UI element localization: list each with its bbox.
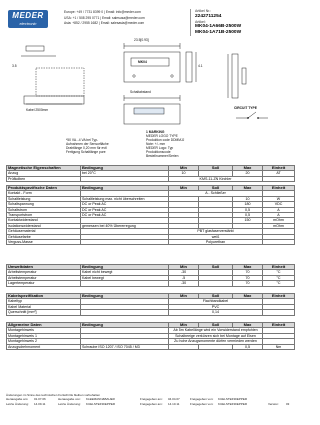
row-label: Anzug bbox=[7, 171, 81, 176]
environment-table bbox=[6, 264, 295, 287]
col-soll: Soll bbox=[199, 294, 233, 299]
col-bedingung: Bedingung bbox=[81, 186, 169, 191]
col-einheit: Einheit bbox=[263, 294, 295, 299]
col-einheit: Einheit bbox=[263, 323, 295, 328]
row-label: Kabeltyp bbox=[7, 299, 81, 304]
row-condition: Kabel bewegt bbox=[81, 275, 169, 280]
article-name-2: MK04-1A71B-2500W bbox=[195, 30, 242, 35]
row-condition: DC or Peak AC bbox=[81, 207, 169, 212]
dimension-side: 4.1 bbox=[198, 64, 203, 68]
row-min: 10 bbox=[169, 171, 199, 176]
header bbox=[6, 8, 294, 34]
row-condition bbox=[81, 240, 169, 245]
row-label: Schaltstrom bbox=[7, 207, 81, 212]
row-max: 180 bbox=[233, 202, 263, 207]
changed-by: KUELSTEINDEPPER bbox=[86, 401, 116, 406]
row-label: Montagehinweis 1 bbox=[7, 333, 81, 338]
magnetic-table bbox=[6, 165, 295, 182]
row-label: Kabel Material bbox=[7, 304, 81, 309]
pcb-note-3: Drahtlänge 0,20 mm für evtl bbox=[66, 146, 107, 150]
logo-line-1: MEDER bbox=[12, 11, 44, 20]
row-value: Flachbandkabel bbox=[169, 299, 263, 304]
issued-date: 01.07.06 bbox=[34, 397, 46, 401]
row-unit: A bbox=[263, 207, 295, 212]
approved-date: 04.04.07 bbox=[168, 397, 180, 401]
pcb-note-1: *50 VA...4 VA bei Typ- bbox=[66, 138, 99, 142]
dimension-left: 3.5 bbox=[12, 64, 17, 68]
row-label: Isolationswiderstand bbox=[7, 223, 81, 228]
row-unit: AT bbox=[263, 171, 295, 176]
row-condition: Kabel nicht bewegt bbox=[81, 270, 169, 275]
col-min: Min bbox=[169, 166, 199, 171]
row-condition: gemessen bei 40% Übererregung bbox=[81, 223, 169, 228]
row-min bbox=[169, 344, 199, 349]
row-value: Polyurethan bbox=[169, 240, 263, 245]
cable-title: Kabelspezifikation bbox=[7, 294, 81, 299]
col-bedingung: Bedingung bbox=[81, 323, 169, 328]
footer-note: Änderungen im Sinne des technischen Fortschritts bleiben vorbehalten bbox=[6, 393, 101, 397]
row-condition bbox=[81, 176, 169, 181]
table-row bbox=[7, 310, 295, 315]
row-value: KMS-11-ZN Kirchler bbox=[169, 176, 263, 181]
contact-block bbox=[64, 10, 184, 27]
row-label: Anzugsdrehmoment bbox=[7, 344, 81, 349]
meder-logo bbox=[8, 10, 48, 28]
col-min: Min bbox=[169, 186, 199, 191]
row-label: Montagehinweis 2 bbox=[7, 339, 81, 344]
row-value: Schalbeeige verkürzen sich bei Montage auf Eisen bbox=[169, 333, 263, 338]
environment-title: Umweltdaten bbox=[7, 265, 81, 270]
row-label: Schaltleistung bbox=[7, 196, 81, 201]
row-max: 70 bbox=[233, 275, 263, 280]
logo-line-2: electronic bbox=[19, 21, 37, 26]
col-min: Min bbox=[169, 323, 199, 328]
row-condition: DC or Peak AC bbox=[81, 202, 169, 207]
row-unit: Nm bbox=[263, 344, 295, 349]
row-unit: W bbox=[263, 196, 295, 201]
pcb-note-2: Aufnahmen der Sensorfläche bbox=[66, 142, 109, 146]
changed-label: Letzte Änderung: bbox=[6, 401, 29, 406]
row-value: weiß bbox=[169, 234, 263, 239]
col-max: Max bbox=[233, 323, 263, 328]
contact-usa: USA: +1 / 508 295 0771 | Email: salesusa@meder.com bbox=[64, 15, 145, 20]
marking-1: 1 MARKING bbox=[146, 130, 165, 134]
col-max: Max bbox=[233, 265, 263, 270]
magnetic-title: Magnetische Eigenschaften bbox=[7, 166, 81, 171]
row-max: 20 bbox=[233, 171, 263, 176]
table-row bbox=[7, 176, 295, 181]
approved-by-label-2: Freigegeben von: bbox=[190, 401, 214, 406]
contact-asia: Asia: +852 / 2955 1682 | Email: salesasia@meder.com bbox=[64, 21, 145, 25]
article-block bbox=[190, 9, 294, 36]
row-label: Schaltspannung bbox=[7, 202, 81, 207]
row-label: Prüfkolben bbox=[7, 176, 81, 181]
technical-drawing bbox=[6, 38, 294, 163]
row-max: 0,5 bbox=[233, 213, 263, 218]
row-condition: Schraube ISO 1207 / ISO 7045 / M3 bbox=[81, 344, 169, 349]
row-value: 0,14 bbox=[169, 310, 263, 315]
row-min: -30 bbox=[169, 270, 199, 275]
marking-2: MEDER LOGO TYPE bbox=[146, 134, 178, 138]
row-value: Zu hohe Anzugsmomente dürfen vermieden werden bbox=[169, 339, 263, 344]
general-title: Allgemeine Daten bbox=[7, 323, 81, 328]
table-row bbox=[7, 281, 295, 286]
general-table bbox=[6, 322, 295, 350]
cable-table bbox=[6, 293, 295, 316]
row-max: 10 bbox=[233, 196, 263, 201]
col-soll: Soll bbox=[199, 186, 233, 191]
marking-3: Produktion code DDMMJJ bbox=[146, 138, 185, 142]
contact-europe: Europe: +49 / 7731 8399 0 | Email: info@meder.com bbox=[64, 10, 141, 14]
approved-label: Freigegeben am: bbox=[140, 397, 163, 401]
row-unit bbox=[263, 310, 295, 315]
row-unit: A bbox=[263, 213, 295, 218]
row-condition: DC or Peak AC bbox=[81, 213, 169, 218]
row-label: Transportstrom bbox=[7, 213, 81, 218]
col-einheit: Einheit bbox=[263, 186, 295, 191]
part-marking: MK04 bbox=[138, 60, 147, 64]
product-table bbox=[6, 185, 295, 245]
row-unit bbox=[263, 240, 295, 245]
dimension-top: 23.5[0.93] bbox=[134, 38, 149, 42]
col-soll: Soll bbox=[199, 265, 233, 270]
row-unit: mOhm bbox=[263, 218, 295, 223]
col-min: Min bbox=[169, 265, 199, 270]
row-value: Ab 5m Kabellänge wird ein Vorwiderstand empfohlen bbox=[169, 328, 263, 333]
row-condition: bei 20°C bbox=[81, 171, 169, 176]
row-label: Kontakt - Form bbox=[7, 191, 81, 196]
row-max: 0,5 bbox=[233, 344, 263, 349]
issued-by: KLEEMANN&BAUER bbox=[86, 397, 115, 401]
row-label: Lagertemperatur bbox=[7, 281, 81, 286]
wire-label: Kabel 2500mm bbox=[26, 108, 49, 112]
col-max: Max bbox=[233, 166, 263, 171]
row-soll bbox=[199, 344, 233, 349]
issued-label: Herausgabe am: bbox=[6, 397, 29, 401]
marking-7: Bestellnummer/Serien bbox=[146, 154, 179, 158]
row-label: Kontaktwiderstand bbox=[7, 218, 81, 223]
changed-date: 14.09.11 bbox=[34, 401, 46, 406]
col-max: Max bbox=[233, 294, 263, 299]
row-label: Montagehinweis bbox=[7, 328, 81, 333]
row-max: 0,5 bbox=[233, 207, 263, 212]
col-min: Min bbox=[169, 294, 199, 299]
approved-by-2: KUELSTEINDEPPER bbox=[218, 401, 248, 406]
article-label: Artikel: bbox=[195, 19, 206, 24]
row-unit: °C bbox=[263, 270, 295, 275]
issued-by-label: Herausgabe von: bbox=[58, 397, 81, 401]
approved-by-label: Freigegeben von: bbox=[190, 397, 214, 401]
row-min: -30 bbox=[169, 281, 199, 286]
row-soll bbox=[199, 281, 233, 286]
col-bedingung: Bedingung bbox=[81, 294, 169, 299]
row-label: Arbeitstemperatur bbox=[7, 270, 81, 275]
row-unit bbox=[263, 176, 295, 181]
col-bedingung: Bedingung bbox=[81, 265, 169, 270]
row-label: Verguss-Masse bbox=[7, 240, 81, 245]
row-value: PBT glasfaserverstärkt bbox=[169, 229, 263, 234]
version-value: 03 bbox=[286, 401, 290, 406]
row-condition bbox=[81, 310, 169, 315]
col-bedingung: Bedingung bbox=[81, 166, 169, 171]
approved-label-2: Freigegeben am: bbox=[140, 401, 163, 406]
marking-6: Produktionscode bbox=[146, 150, 171, 154]
row-value: PVC bbox=[169, 304, 263, 309]
col-max: Max bbox=[233, 186, 263, 191]
row-label: Gehäusematerial bbox=[7, 229, 81, 234]
row-label: Gehäusefarbe bbox=[7, 234, 81, 239]
circuit-type-label: CIRCUIT TYPE bbox=[234, 106, 257, 110]
approved-by: KUELSTEINDEPPER bbox=[218, 397, 248, 401]
label-schaltabstand: Schaltabstand bbox=[130, 90, 151, 94]
article-name-1: MK04-1A66B-2500W bbox=[195, 24, 242, 29]
row-label: Arbeitstemperatur bbox=[7, 275, 81, 280]
row-unit: °C bbox=[263, 275, 295, 280]
row-max: 70 bbox=[233, 270, 263, 275]
row-condition: Schaltleistung max. nicht überschreiten bbox=[81, 196, 169, 201]
version-label: Version: bbox=[268, 401, 279, 406]
footer-row-2 bbox=[6, 402, 294, 407]
footer bbox=[6, 393, 294, 406]
product-title: Produktspezifische Daten bbox=[7, 186, 81, 191]
article-number-label: Artikel Nr.: bbox=[195, 9, 212, 13]
row-max: 150 bbox=[233, 218, 263, 223]
row-max: 70 bbox=[233, 281, 263, 286]
row-value: A - Schließer bbox=[169, 191, 263, 196]
marking-4: Note: +/- mm bbox=[146, 142, 166, 146]
col-soll: Soll bbox=[199, 166, 233, 171]
row-condition bbox=[81, 281, 169, 286]
article-number: 2242711254 bbox=[195, 13, 222, 19]
row-min: -5 bbox=[169, 275, 199, 280]
table-row bbox=[7, 240, 295, 245]
col-einheit: Einheit bbox=[263, 166, 295, 171]
col-soll: Soll bbox=[199, 323, 233, 328]
approved-date-2: 14.10.11 bbox=[168, 401, 180, 406]
row-unit: VDC bbox=[263, 202, 295, 207]
row-label: Querschnitt [mm²] bbox=[7, 310, 81, 315]
changed-by-label: Letzte Änderung: bbox=[58, 401, 81, 406]
row-unit: mOhm bbox=[263, 223, 295, 228]
marking-5: MEDER Logo: Typ bbox=[146, 146, 174, 150]
row-unit: °C bbox=[263, 281, 295, 286]
pcb-note-4: Fertigung Schaltlänge pure bbox=[66, 150, 106, 154]
table-row bbox=[7, 344, 295, 349]
col-einheit: Einheit bbox=[263, 265, 295, 270]
